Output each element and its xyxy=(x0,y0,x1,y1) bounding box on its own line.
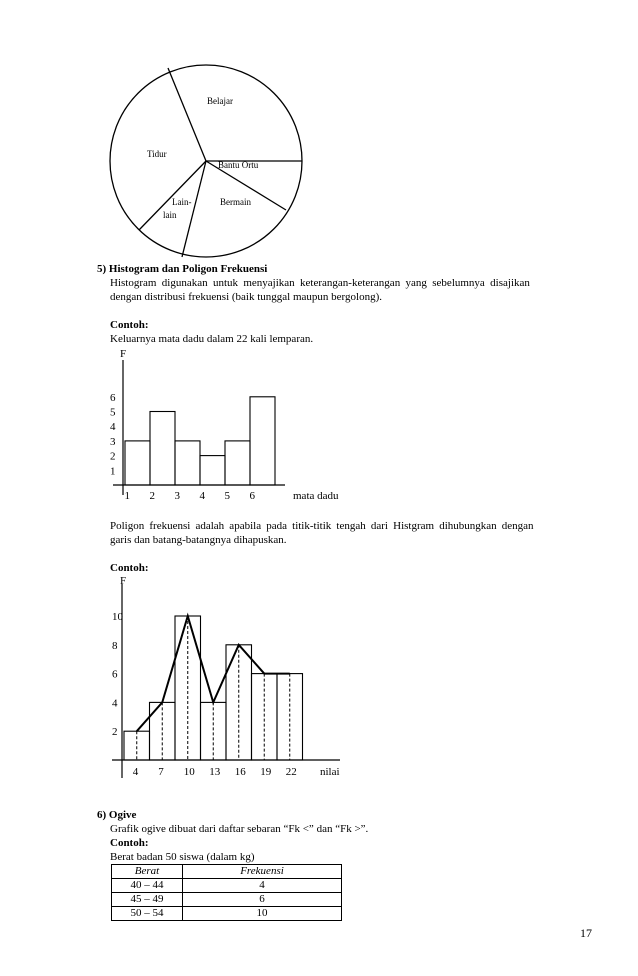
x-axis-label: mata dadu xyxy=(293,490,339,502)
berat-frequency-table xyxy=(111,864,342,921)
x-tick-label: 7 xyxy=(158,766,164,778)
section-6-heading: 6) Ogive xyxy=(97,809,137,821)
x-tick-label: 2 xyxy=(149,490,155,502)
x-tick-label: 5 xyxy=(224,490,230,502)
x-tick-label: 3 xyxy=(174,490,180,502)
table-header-row xyxy=(112,865,342,879)
x-tick-label: 4 xyxy=(132,766,139,778)
y-tick-label: 4 xyxy=(110,421,116,434)
contoh-label-1: Contoh: xyxy=(110,319,149,331)
histogram-bar xyxy=(124,731,150,760)
y-tick-label: 8 xyxy=(112,639,118,652)
pie-divider-bermain-lain xyxy=(182,161,206,257)
histogram-poligon-nilai xyxy=(0,570,638,810)
poligon-body-line-1: Poligon frekuensi adalah apabila pada titik-titik tengah dari Histgram dihubungkan dengan xyxy=(110,520,534,532)
x-tick-label: 4 xyxy=(199,490,205,502)
histogram-mata-dadu xyxy=(0,340,638,510)
histogram-bar xyxy=(150,412,175,486)
pie-label-lain-2: lain xyxy=(163,210,177,220)
contoh-label-3: Contoh: xyxy=(110,837,149,849)
section-5-heading: 5) Histogram dan Poligon Frekuensi xyxy=(97,263,268,275)
pie-label-bantu-ortu: Bantu Ortu xyxy=(218,160,259,170)
table-cell: 6 xyxy=(183,893,342,907)
table-cell: 45 – 49 xyxy=(112,893,183,907)
y-tick-label: 5 xyxy=(110,406,116,419)
contoh-label-2: Contoh: xyxy=(110,562,149,574)
y-tick-label: 2 xyxy=(112,726,118,739)
table-cell: 4 xyxy=(183,879,342,893)
pie-label-lain-1: Lain- xyxy=(172,197,192,207)
y-axis-label: F xyxy=(120,575,127,587)
pie-chart xyxy=(0,0,638,260)
y-tick-label: 1 xyxy=(110,465,116,478)
contoh-text-3: Berat badan 50 siswa (dalam kg) xyxy=(110,851,255,863)
histogram-bar xyxy=(125,441,150,485)
y-tick-label: 6 xyxy=(112,668,118,681)
table-cell: 50 – 54 xyxy=(112,907,183,921)
section-5-body-line-2: dengan distribusi frekuensi (baik tunggal maupun bergolong). xyxy=(110,291,382,303)
x-tick-label: 22 xyxy=(285,766,297,778)
poligon-body-line-2: garis dan batang-batangnya dihapuskan. xyxy=(110,534,287,546)
x-tick-label: 1 xyxy=(124,490,130,502)
table-header-frekuensi: Frekuensi xyxy=(183,865,342,879)
y-tick-label: 4 xyxy=(112,697,118,710)
table-row xyxy=(112,907,342,921)
section-5-body-line-1: Histogram digunakan untuk menyajikan keterangan-keterangan yang sebelumnya disajikan xyxy=(110,277,530,289)
y-axis-label: F xyxy=(120,348,127,360)
histogram-bar xyxy=(175,441,200,485)
histogram-bar xyxy=(201,702,227,760)
y-tick-label: 10 xyxy=(112,611,123,623)
x-tick-label: 10 xyxy=(183,766,195,778)
pie-label-tidur: Tidur xyxy=(147,149,167,159)
table-header-berat: Berat xyxy=(112,865,183,879)
page-number: 17 xyxy=(580,926,592,940)
y-tick-label: 6 xyxy=(110,391,116,404)
pie-label-belajar: Belajar xyxy=(207,96,233,106)
table-cell: 10 xyxy=(183,907,342,921)
y-tick-label: 3 xyxy=(110,435,116,448)
histogram-bar xyxy=(200,456,225,485)
x-tick-label: 16 xyxy=(234,766,246,778)
histogram-bar xyxy=(250,397,275,485)
contoh-text-1: Keluarnya mata dadu dalam 22 kali lemparan. xyxy=(110,333,314,345)
x-tick-label: 19 xyxy=(260,766,272,778)
table-cell: 40 – 44 xyxy=(112,879,183,893)
y-tick-label: 2 xyxy=(110,450,116,463)
pie-divider-belajar-tidur xyxy=(168,68,206,161)
x-tick-label: 6 xyxy=(249,490,255,502)
table-row xyxy=(112,893,342,907)
x-tick-label: 13 xyxy=(209,766,221,778)
section-6-body: Grafik ogive dibuat dari daftar sebaran “Fk <” dan “Fk >”. xyxy=(110,823,369,835)
pie-label-bermain: Bermain xyxy=(220,197,251,207)
table-row xyxy=(112,879,342,893)
histogram-bar xyxy=(225,441,250,485)
x-axis-label: nilai xyxy=(320,766,340,778)
